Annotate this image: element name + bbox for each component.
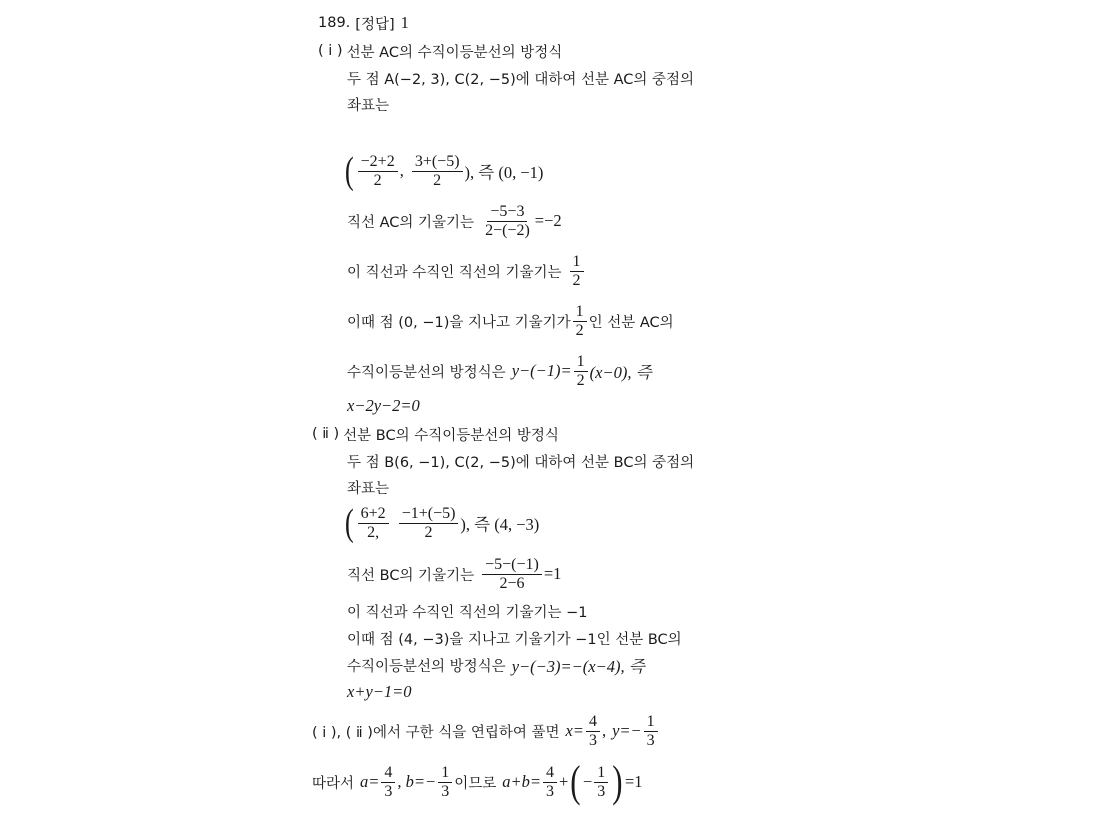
slope-result: =1 <box>543 564 562 583</box>
part2-heading <box>312 419 559 449</box>
eq-text: 수직이등분선의 방정식은 <box>347 658 506 675</box>
part2-slope <box>347 553 561 595</box>
a-label: a= <box>360 772 380 791</box>
part2-heading-text: 선분 BC의 수직이등분선의 방정식 <box>343 427 559 444</box>
fraction-denominator: 3 <box>646 731 655 749</box>
fraction-denominator: 2−6 <box>499 574 525 592</box>
part2-marker: ( ⅱ ) <box>312 426 340 442</box>
fraction-denominator: 2 <box>575 321 584 339</box>
through-suffix: 인 선분 AC의 <box>588 314 674 331</box>
fraction-denominator: 3 <box>384 782 393 800</box>
sum-label: a+b= <box>502 772 542 791</box>
part1-heading-text: 선분 AC의 수직이등분선의 방정식 <box>346 44 563 61</box>
answer-value: 1 <box>400 13 409 32</box>
conclusion-line <box>312 758 643 806</box>
part1-heading <box>318 36 562 66</box>
part2-through <box>347 623 682 653</box>
open-paren: ( <box>344 502 354 544</box>
fraction-numerator: 4 <box>381 764 395 783</box>
fraction-denominator: 3 <box>441 782 450 800</box>
part1-intro-line2 <box>347 89 389 119</box>
midpoint-result: ), 즉 (4, −3) <box>460 515 540 534</box>
fraction-numerator: 1 <box>573 303 587 322</box>
fraction-numerator: 1 <box>594 764 608 783</box>
problem-header <box>318 8 409 38</box>
part1-perp-slope <box>347 250 586 292</box>
part2-intro-text: 두 점 B(6, −1), C(2, −5)에 대하여 선분 BC의 중점의 <box>347 454 695 471</box>
fraction <box>570 253 584 290</box>
fraction-numerator: −2+2 <box>358 153 398 172</box>
fraction-denominator: 2 <box>576 371 585 389</box>
separator: , <box>601 721 607 740</box>
slope-text: 직선 AC의 기울기는 <box>347 214 475 231</box>
perp-text: 이 직선과 수직인 직선의 기울기는 <box>347 264 562 281</box>
fraction-numerator: 4 <box>543 764 557 783</box>
answer-label: [정답] <box>355 16 395 33</box>
problem-number: 189. <box>318 15 351 31</box>
fraction <box>543 764 557 801</box>
final-equation: x−2y−2=0 <box>347 396 420 415</box>
fraction-numerator: −5−(−1) <box>482 556 542 575</box>
plus-sign: + <box>559 772 569 791</box>
part2-intro-line2 <box>347 472 389 502</box>
y-label: y=− <box>612 721 642 740</box>
fraction-numerator: −1+(−5) <box>399 505 459 524</box>
minus-sign: − <box>582 772 593 791</box>
fraction <box>594 764 608 801</box>
eq-text: 수직이등분선의 방정식은 <box>347 364 506 381</box>
fraction-numerator: 1 <box>570 253 584 272</box>
fraction <box>438 764 452 801</box>
final-result: =1 <box>624 772 643 791</box>
b-label: , b=− <box>397 772 437 791</box>
fraction-numerator: 1 <box>574 353 588 372</box>
fraction-denominator: 2 <box>433 171 442 189</box>
fraction-numerator: 1 <box>644 713 658 732</box>
x-label: x= <box>565 721 584 740</box>
part2-midpoint <box>343 499 539 547</box>
fraction <box>586 713 600 750</box>
part1-equation <box>347 350 652 392</box>
solve-text: ( ⅰ ), ( ⅱ )에서 구한 식을 연립하여 풀면 <box>312 724 560 741</box>
part1-final-eq <box>347 391 420 421</box>
midpoint-result: ), 즉 (0, −1) <box>464 163 544 182</box>
part2-equation <box>347 650 645 680</box>
part2-intro-line1 <box>347 446 694 476</box>
fraction-denominator: 3 <box>546 782 555 800</box>
fraction-numerator: 3+(−5) <box>412 153 463 172</box>
fraction <box>399 505 459 542</box>
fraction <box>381 764 395 801</box>
fraction <box>573 303 587 340</box>
fraction <box>358 153 398 190</box>
part1-intro-line1 <box>347 63 694 93</box>
final-equation: x+y−1=0 <box>347 682 412 701</box>
eq-rhs: (x−0), 즉 <box>589 363 652 382</box>
open-paren: ( <box>570 757 581 806</box>
fraction <box>412 153 463 190</box>
fraction-denominator: 3 <box>588 731 597 749</box>
slope-result: =−2 <box>534 211 562 230</box>
fraction-denominator: 2−(−2) <box>485 221 530 239</box>
fraction <box>482 203 533 240</box>
perp-text: 이 직선과 수직인 직선의 기울기는 −1 <box>347 604 588 621</box>
separator: , <box>399 161 404 180</box>
fraction-numerator: −5−3 <box>487 203 527 222</box>
part1-through <box>347 300 674 342</box>
eq-formula: y−(−3)=−(x−4), 즉 <box>511 657 645 676</box>
through-text: 이때 점 (4, −3)을 지나고 기울기가 −1인 선분 BC의 <box>347 631 682 648</box>
part1-intro-text: 두 점 A(−2, 3), C(2, −5)에 대하여 선분 AC의 중점의 <box>347 71 695 88</box>
fraction <box>644 713 658 750</box>
conclusion-mid: 이므로 <box>454 775 497 792</box>
solve-line <box>312 710 660 752</box>
through-text: 이때 점 (0, −1)을 지나고 기울기가 <box>347 314 571 331</box>
close-paren: ) <box>612 757 623 806</box>
open-paren: ( <box>344 150 354 192</box>
fraction-numerator: 6+2 <box>358 505 389 524</box>
fraction-denominator: 2, <box>367 523 380 541</box>
fraction-denominator: 3 <box>597 782 606 800</box>
fraction-denominator: 2 <box>373 171 382 189</box>
part2-final-eq <box>347 677 412 707</box>
eq-lhs: y−(−1)= <box>511 361 572 380</box>
slope-text: 직선 BC의 기울기는 <box>347 567 475 584</box>
fraction-numerator: 4 <box>586 713 600 732</box>
fraction-denominator: 2 <box>572 271 581 289</box>
part1-slope <box>347 200 562 242</box>
part2-intro-text2: 좌표는 <box>347 480 390 497</box>
part1-marker: ( ⅰ ) <box>318 43 343 59</box>
fraction-numerator: 1 <box>438 764 452 783</box>
fraction <box>574 353 588 390</box>
fraction <box>358 505 389 542</box>
part2-perp-slope <box>347 596 588 626</box>
part1-intro-text2: 좌표는 <box>347 97 390 114</box>
part1-midpoint <box>343 147 543 195</box>
fraction-denominator: 2 <box>424 523 433 541</box>
fraction <box>482 556 542 593</box>
conclusion-text: 따라서 <box>312 775 355 792</box>
